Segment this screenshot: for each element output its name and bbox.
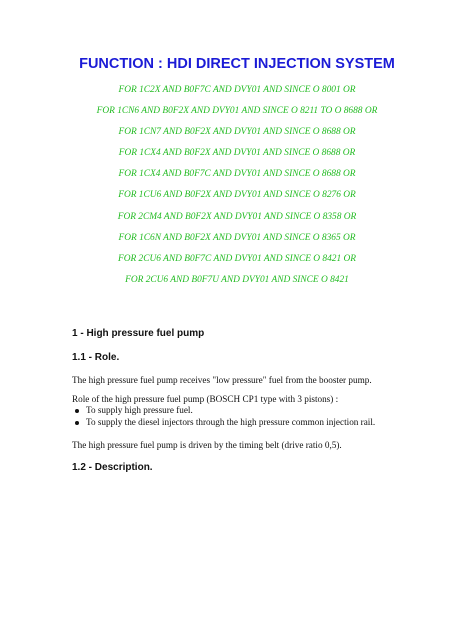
condition-line: FOR 1CU6 AND B0F2X AND DVY01 AND SINCE O 8276 OR: [118, 190, 356, 201]
document-title: FUNCTION : HDI DIRECT INJECTION SYSTEM: [79, 56, 395, 72]
list-item-text: To supply the diesel injectors through the high pressure common injection rail.: [86, 416, 376, 427]
condition-line: FOR 2CU6 AND B0F7U AND DVY01 AND SINCE O 8421: [125, 274, 349, 285]
role-bullet-list: [72, 405, 375, 428]
condition-line: FOR 2CU6 AND B0F7C AND DVY01 AND SINCE O 8421 OR: [117, 253, 357, 264]
subsection-heading-description: 1.2 - Description.: [72, 462, 153, 473]
applicability-conditions: [0, 83, 474, 294]
bullet-icon: [75, 409, 79, 413]
condition-line: FOR 1C2X AND B0F7C AND DVY01 AND SINCE O 8001 OR: [118, 85, 356, 95]
section-heading-high-pressure-fuel-pump: 1 - High pressure fuel pump: [72, 328, 205, 339]
condition-line: FOR 1CN7 AND B0F2X AND DVY01 AND SINCE O 8688 OR: [118, 127, 356, 138]
list-item-text: To supply high pressure fuel.: [86, 405, 193, 415]
list-item: [72, 417, 375, 429]
paragraph-pump-input: The high pressure fuel pump receives "low pressure" fuel from the booster pump.: [72, 375, 372, 385]
subsection-heading-role: 1.1 - Role.: [72, 352, 120, 363]
paragraph-pump-drive: The high pressure fuel pump is driven by the timing belt (drive ratio 0,5).: [72, 440, 342, 450]
list-item: [72, 405, 375, 417]
condition-line: FOR 1CX4 AND B0F2X AND DVY01 AND SINCE O 8688 OR: [118, 148, 356, 159]
condition-line: FOR 1C6N AND B0F2X AND DVY01 AND SINCE O 8365 OR: [118, 232, 356, 243]
bullet-icon: [75, 421, 79, 425]
condition-line: FOR 2CM4 AND B0F2X AND DVY01 AND SINCE O 8358 OR: [117, 211, 357, 222]
condition-line: FOR 1CN6 AND B0F2X AND DVY01 AND SINCE O 8211 TO O 8688 OR: [96, 106, 378, 117]
paragraph-pump-role: Role of the high pressure fuel pump (BOSCH CP1 type with 3 pistons) :: [72, 394, 339, 404]
condition-line: FOR 1CX4 AND B0F7C AND DVY01 AND SINCE O 8688 OR: [118, 169, 356, 180]
